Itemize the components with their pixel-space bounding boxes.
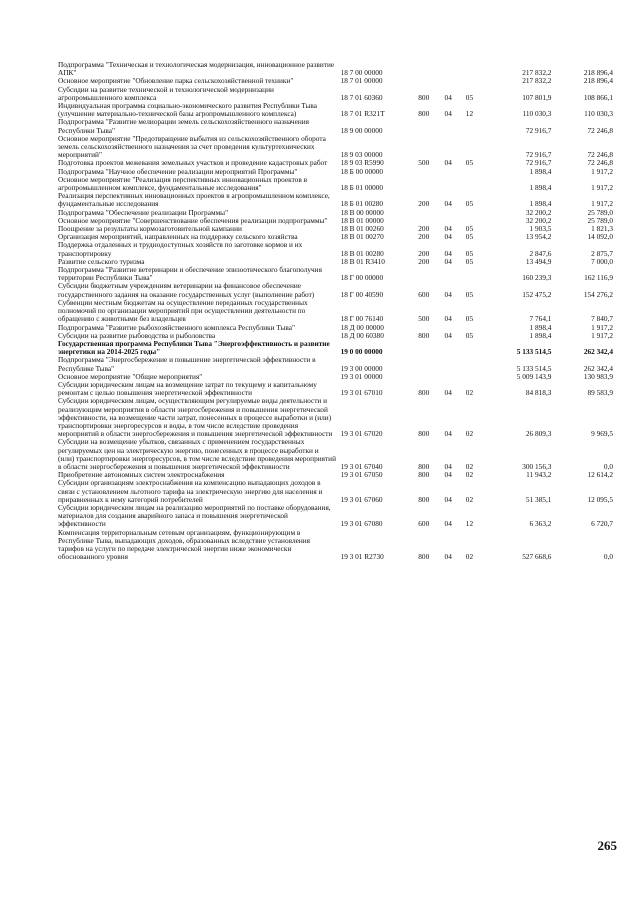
row-expense-type: 800 — [418, 461, 430, 471]
row-subsection: 02 — [465, 552, 474, 562]
table-row — [58, 282, 613, 298]
row-expense-type — [411, 77, 437, 85]
row-section: 04 — [444, 158, 452, 168]
row-target-code: 18 9 00 00000 — [340, 125, 383, 135]
table-row — [58, 340, 613, 356]
row-expense-type — [411, 209, 437, 217]
row-section: 04 — [444, 461, 452, 471]
row-name: Подпрограмма "Техническая и технологическая модернизация, инновационное развитие АПК" — [58, 60, 335, 78]
row-name: Основное мероприятие "Совершенствование обеспечения реализации подпрограммы" — [58, 215, 328, 225]
row-name: Подпрограмма "Развитие ветеринарии и обеспечение эпизоотического благополучия территории Республики Тыва" — [58, 265, 322, 283]
row-subsection: 12 — [465, 519, 474, 529]
table-row — [58, 266, 613, 282]
row-section — [437, 77, 460, 85]
budget-table-body — [58, 61, 613, 561]
row-sum-year-1: 1 898,4 — [529, 322, 552, 332]
row-expense-type: 800 — [418, 109, 430, 119]
budget-table — [58, 61, 613, 561]
row-sum-year-2: 0,0 — [603, 461, 613, 471]
row-sum-year-2: 110 030,3 — [584, 109, 613, 119]
row-expense-type — [411, 356, 437, 372]
row-target-code: 18 Г 00 40590 — [340, 289, 384, 299]
row-subsection: 02 — [465, 388, 474, 398]
row-target-code: 19 3 01 00000 — [340, 371, 383, 381]
table-row — [58, 61, 613, 77]
row-target-code: 19 3 01 R2730 — [340, 552, 384, 562]
row-subsection — [460, 61, 479, 77]
row-subsection — [460, 168, 479, 176]
row-sum-year-2: 2 875,7 — [591, 248, 613, 258]
row-expense-type: 800 — [418, 92, 430, 102]
row-section: 04 — [444, 494, 452, 504]
row-expense-type: 800 — [418, 330, 430, 340]
row-sum-year-2: 1 917,2 — [591, 199, 613, 209]
row-sum-year-2: 7 000,0 — [591, 256, 613, 266]
row-name: Организация мероприятий, направленных на поддержку сельского хозяйства — [58, 232, 298, 242]
row-expense-type: 200 — [418, 199, 430, 209]
row-expense-type — [411, 135, 437, 160]
row-sum-year-1: 527 668,6 — [522, 552, 552, 562]
row-subsection: 05 — [465, 289, 474, 299]
row-target-code: 18 В 01 R3410 — [340, 256, 385, 266]
row-name: Подпрограмма "Обеспечение реализации Программы" — [58, 207, 229, 217]
row-sum-year-1: 1 898,4 — [529, 199, 552, 209]
row-name: Субсидии на развитие технической и технологической модернизации агропромышленного комплекса — [58, 84, 274, 102]
row-expense-type: 600 — [418, 289, 430, 299]
row-name: Развитие сельского туризма — [58, 256, 145, 266]
row-sum-year-2: 72 246,8 — [587, 158, 613, 168]
row-sum-year-1: 11 943,2 — [526, 470, 552, 480]
row-section — [437, 209, 460, 217]
row-sum-year-2: 1 917,2 — [591, 322, 613, 332]
row-target-code: 19 3 01 67060 — [340, 494, 383, 504]
row-sum-year-2: 7 840,7 — [591, 314, 613, 324]
row-section — [437, 356, 460, 372]
row-subsection — [460, 356, 479, 372]
row-section: 04 — [444, 248, 452, 258]
row-section — [437, 61, 460, 77]
row-subsection: 05 — [465, 232, 474, 242]
row-name: Подпрограмма "Развитие мелиорации земель сельскохозяйственного назначения Республики Тыва" — [58, 117, 310, 135]
row-section: 04 — [444, 519, 452, 529]
row-subsection — [460, 373, 479, 381]
row-target-code: 19 3 01 67080 — [340, 519, 383, 529]
row-name: Подпрограмма "Развитие рыбохозяйственного комплекса Республики Тыва" — [58, 322, 295, 332]
row-expense-type — [411, 61, 437, 77]
row-sum-year-2: 89 583,9 — [587, 388, 613, 398]
row-subsection: 02 — [465, 494, 474, 504]
row-section: 04 — [444, 388, 452, 398]
row-expense-type — [411, 168, 437, 176]
row-target-code: 18 9 03 00000 — [340, 150, 383, 160]
row-expense-type: 500 — [418, 158, 430, 168]
row-sum-year-2: 262 342,4 — [583, 347, 613, 357]
table-row — [58, 381, 613, 397]
table-row — [58, 356, 613, 372]
row-section: 04 — [444, 109, 452, 119]
table-row — [58, 479, 613, 504]
row-name: Субсидии организациям электроснабжения на компенсацию выпадающих доходов в связи с установлением льготного тарифа на электрическую энергию для населения и приравненных к нему категорий потребителей — [58, 478, 323, 504]
row-sum-year-2: 218 896,4 — [583, 68, 613, 78]
row-section — [437, 176, 460, 192]
row-sum-year-2: 108 866,1 — [583, 92, 613, 102]
row-expense-type — [411, 176, 437, 192]
row-name: Субсидии на развитие рыбоводства и рыболовства — [58, 330, 216, 340]
row-subsection: 02 — [465, 470, 474, 480]
row-target-code: 18 7 01 00000 — [340, 76, 383, 86]
row-sum-year-1: 5 133 514,5 — [516, 347, 552, 357]
row-sum-year-1: 72 916,7 — [525, 158, 552, 168]
row-sum-year-2: 162 116,9 — [584, 273, 613, 283]
row-expense-type: 600 — [418, 519, 430, 529]
row-sum-year-2: 262 342,4 — [583, 363, 613, 373]
row-section: 04 — [444, 552, 452, 562]
row-sum-year-1: 32 200,2 — [525, 207, 552, 217]
row-sum-year-2: 12 095,5 — [587, 494, 613, 504]
table-row — [58, 241, 613, 257]
table-row — [58, 504, 613, 529]
row-subsection: 12 — [465, 109, 474, 119]
row-subsection: 05 — [465, 224, 474, 234]
row-name: Основное мероприятие "Общие мероприятия" — [58, 371, 203, 381]
row-section: 04 — [444, 232, 452, 242]
row-section — [437, 373, 460, 381]
row-name: Субсидии юридическим лицам, осуществляющим регулируемые виды деятельности и реализующим мероприятия в области энергосбережения и повышения энергетической эффективности, на возмещение части затрат, понесенных в процессе выработки и (или) транспортировки энергоресурсов и воды, в том числе вследствие проведения мероприятий в области энергосбережения и повышения энергетической эффективности — [58, 396, 333, 439]
row-sum-year-1: 217 832,2 — [522, 68, 552, 78]
row-sum-year-2: 1 917,2 — [591, 330, 613, 340]
row-sum-year-1: 7 764,1 — [529, 314, 552, 324]
row-sum-year-1: 6 363,2 — [529, 519, 552, 529]
row-subsection — [460, 266, 479, 282]
row-target-code: 18 7 01 R321Т — [340, 109, 385, 119]
row-target-code: 18 В 01 00270 — [340, 232, 384, 242]
row-expense-type: 800 — [418, 470, 430, 480]
row-target-code: 18 Г 00 76140 — [340, 314, 384, 324]
row-sum-year-1: 110 030,3 — [522, 109, 552, 119]
table-row — [58, 86, 613, 102]
row-sum-year-1: 217 832,2 — [522, 76, 552, 86]
row-name: Подпрограмма "Энергосбережение и повышение энергетической эффективности в Республике Тыва" — [58, 355, 316, 373]
row-expense-type — [411, 266, 437, 282]
row-name: Поощрение за результаты кормозаготовительной кампании — [58, 224, 242, 234]
row-section: 04 — [444, 289, 452, 299]
row-subsection: 05 — [465, 330, 474, 340]
row-target-code: 18 Б 01 00000 — [340, 183, 384, 193]
row-name: Основное мероприятие "Предотвращение выбытия из сельскохозяйственного оборота земель сельскохозяйственного назначения за счет проведения культуртехнических мероприятий" — [58, 133, 326, 160]
row-subsection — [460, 209, 479, 217]
row-name: Основное мероприятие "Обновление парка сельскохозяйственной техники" — [58, 76, 294, 86]
table-row — [58, 438, 613, 471]
row-sum-year-1: 1 898,4 — [529, 183, 552, 193]
row-subsection — [460, 118, 479, 134]
row-expense-type — [411, 340, 437, 356]
row-target-code: 18 7 01 60360 — [340, 92, 383, 102]
row-expense-type — [411, 373, 437, 381]
row-subsection: 02 — [465, 429, 474, 439]
row-target-code: 18 7 00 00000 — [340, 68, 383, 78]
row-sum-year-1: 5 009 143,9 — [516, 371, 552, 381]
row-name: Субсидии юридическим лицам на реализацию мероприятий по поставке оборудования, материалов для создания аварийного запаса и повышения энергетической эффективности — [58, 502, 331, 529]
row-name: Государственная программа Республики Тыва "Энергоэффективность и развитие энергетики на 2014-2025 годы" — [58, 338, 330, 357]
row-name: Подпрограмма "Научное обеспечение реализации мероприятий Программы" — [58, 166, 298, 176]
row-sum-year-1: 1 898,4 — [529, 166, 552, 176]
row-target-code: 19 3 00 00000 — [340, 363, 383, 373]
table-row — [58, 397, 613, 438]
row-target-code: 18 Д 00 00000 — [340, 322, 384, 332]
row-target-code: 18 В 00 00000 — [340, 207, 384, 217]
row-section — [437, 135, 460, 160]
row-sum-year-2: 1 821,3 — [591, 224, 613, 234]
row-section: 04 — [444, 199, 452, 209]
row-sum-year-2: 1 917,2 — [591, 183, 613, 193]
row-subsection: 05 — [465, 158, 474, 168]
row-target-code: 18 В 01 00280 — [340, 248, 384, 258]
row-name: Поддержка отдаленных и труднодоступных хозяйств по заготовке кормов и их транспортировку — [58, 240, 303, 258]
row-name: Субвенции местным бюджетам на осуществление переданных государственных полномочий по организации мероприятий при осуществлении деятельности по обращению с животными без владельцев — [58, 297, 308, 324]
row-name: Приобретение автономных систем электроснабжения — [58, 470, 225, 480]
row-sum-year-1: 107 801,9 — [522, 92, 552, 102]
row-sum-year-2: 9 969,5 — [591, 429, 613, 439]
row-name: Реализация перспективных инновационных проектов в агропромышленном комплексе, фундаментальные исследования — [58, 191, 330, 209]
row-sum-year-1: 13 954,2 — [525, 232, 552, 242]
table-row — [58, 102, 613, 118]
row-sum-year-1: 2 847,6 — [529, 248, 552, 258]
row-sum-year-2: 130 983,9 — [583, 371, 613, 381]
row-name: Субсидии бюджетным учреждениям ветеринарии на финансовое обеспечение государственного задания на оказание государственных услуг (выполнение работ) — [58, 281, 315, 299]
row-sum-year-1: 152 475,2 — [522, 289, 552, 299]
row-subsection — [460, 77, 479, 85]
row-section — [437, 340, 460, 356]
row-target-code: 18 В 01 00260 — [340, 224, 384, 234]
row-name: Субсидии на возмещение убытков, связанных с применением государственных регулируемых цен на электрическую энергию, понесенных в процессе выработки и (или) транспортировки энергоресурсов, в том числе вследствие проведения мероприятий в области энергосбережения и повышения энергетической эффективности — [58, 437, 336, 471]
row-sum-year-1: 300 156,3 — [522, 461, 552, 471]
row-target-code: 19 3 01 67040 — [340, 461, 383, 471]
row-sum-year-1: 26 809,3 — [525, 429, 552, 439]
row-name: Компенсация территориальным сетевым организациям, функционирующим в Республике Тыва, выпадающих доходов, образованных вследствие установления тарифов на услуги по передаче электрической энергии ниже экономически обоснованного уровня — [58, 527, 310, 562]
row-sum-year-2: 218 896,4 — [583, 76, 613, 86]
row-sum-year-2: 12 614,2 — [587, 470, 613, 480]
row-sum-year-2: 72 246,8 — [587, 150, 613, 160]
row-sum-year-2: 25 789,0 — [587, 207, 613, 217]
row-section: 04 — [444, 92, 452, 102]
row-section — [437, 168, 460, 176]
row-subsection: 05 — [465, 314, 474, 324]
row-expense-type: 800 — [418, 552, 430, 562]
row-sum-year-1: 51 385,1 — [525, 494, 552, 504]
row-expense-type: 200 — [418, 248, 430, 258]
row-target-code: 19 0 00 00000 — [340, 347, 383, 357]
row-sum-year-1: 84 818,3 — [525, 388, 552, 398]
row-subsection — [460, 135, 479, 160]
row-name: Субсидии юридическим лицам на возмещение затрат по текущему и капитальному ремонтам с целью повышения энергетической эффективности — [58, 379, 317, 398]
row-expense-type: 800 — [418, 494, 430, 504]
row-subsection: 05 — [465, 256, 474, 266]
row-target-code: 18 Б 01 00280 — [340, 199, 384, 209]
table-row — [58, 176, 613, 192]
row-sum-year-2: 14 092,0 — [587, 232, 613, 242]
row-target-code: 18 Г 00 00000 — [340, 273, 384, 283]
row-subsection: 05 — [465, 199, 474, 209]
row-sum-year-1: 1 898,4 — [529, 330, 552, 340]
row-name: Подготовка проектов межевания земельных участков и проведение кадастровых работ — [58, 158, 328, 168]
row-target-code: 19 3 01 67020 — [340, 429, 383, 439]
row-expense-type: 800 — [418, 429, 430, 439]
row-expense-type: 500 — [418, 314, 430, 324]
row-sum-year-2: 72 246,8 — [587, 125, 613, 135]
row-expense-type: 200 — [418, 224, 430, 234]
page-number: 265 — [597, 838, 617, 853]
table-row — [58, 118, 613, 134]
row-sum-year-1: 13 494,9 — [525, 256, 552, 266]
row-section: 04 — [444, 256, 452, 266]
row-sum-year-2: 1 917,2 — [591, 166, 613, 176]
row-subsection: 02 — [465, 461, 474, 471]
row-target-code: 18 Б 00 00000 — [340, 166, 384, 176]
row-sum-year-1: 72 916,7 — [525, 150, 552, 160]
row-section — [437, 266, 460, 282]
row-sum-year-1: 5 133 514,5 — [516, 363, 552, 373]
row-sum-year-1: 32 200,2 — [525, 215, 552, 225]
table-row — [58, 299, 613, 324]
row-section: 04 — [444, 470, 452, 480]
row-section — [437, 118, 460, 134]
table-row — [58, 529, 613, 562]
row-expense-type: 200 — [418, 232, 430, 242]
row-section: 04 — [444, 330, 452, 340]
row-target-code: 18 Д 00 60380 — [340, 330, 384, 340]
row-subsection: 05 — [465, 248, 474, 258]
table-row — [58, 135, 613, 160]
row-target-code: 18 9 03 R5990 — [340, 158, 384, 168]
row-sum-year-2: 25 789,0 — [587, 215, 613, 225]
row-section: 04 — [444, 224, 452, 234]
row-sum-year-2: 6 720,7 — [591, 519, 613, 529]
row-target-code: 19 3 01 67010 — [340, 388, 383, 398]
row-sum-year-1: 160 239,3 — [522, 273, 552, 283]
row-target-code: 18 В 01 00000 — [340, 215, 384, 225]
row-subsection — [460, 340, 479, 356]
row-section: 04 — [444, 314, 452, 324]
row-subsection: 05 — [465, 92, 474, 102]
row-sum-year-1: 72 916,7 — [525, 125, 552, 135]
row-expense-type — [411, 118, 437, 134]
row-section: 04 — [444, 429, 452, 439]
row-expense-type: 800 — [418, 388, 430, 398]
row-name: Основное мероприятие "Реализация перспективных инновационных проектов в агропромышленном комплексе, фундаментальные исследования" — [58, 174, 308, 193]
table-row — [58, 192, 613, 208]
row-subsection — [460, 176, 479, 192]
row-sum-year-1: 1 903,5 — [529, 224, 552, 234]
row-target-code: 19 3 01 67050 — [340, 470, 383, 480]
row-name: Индивидуальная программа социально-экономического развития Республики Тыва (улучшение материально-технической базы агропромышленного комплекса) — [58, 101, 318, 119]
row-expense-type: 200 — [418, 256, 430, 266]
row-sum-year-2: 0,0 — [603, 552, 613, 562]
row-sum-year-2: 154 276,2 — [583, 289, 613, 299]
